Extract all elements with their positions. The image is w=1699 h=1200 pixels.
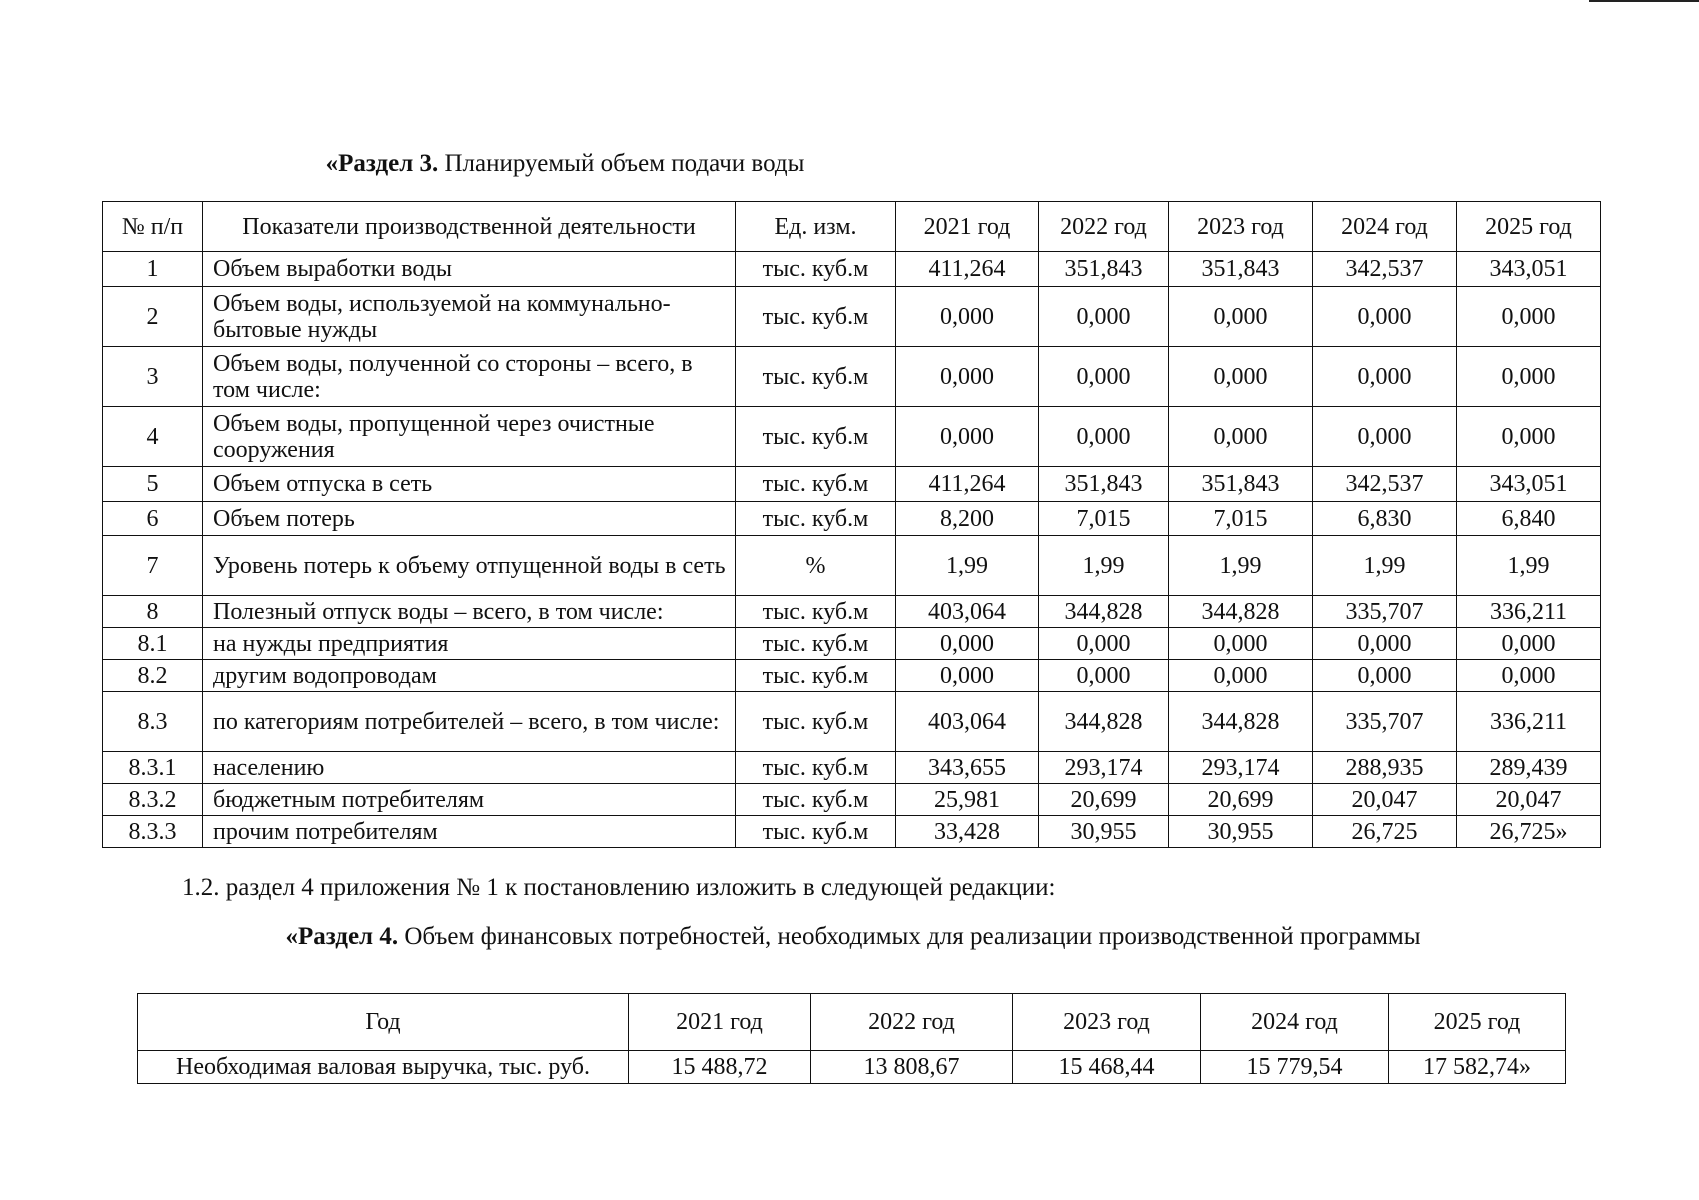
row-number: 8.3.3 <box>103 816 203 848</box>
unit-cell: тыс. куб.м <box>736 252 896 287</box>
row-number: 4 <box>103 407 203 467</box>
section4-title-rest: Объем финансовых потребностей, необходимых для реализации производственной программы <box>398 923 1421 950</box>
value-cell: 0,000 <box>896 407 1039 467</box>
unit-cell: тыс. куб.м <box>736 816 896 848</box>
row-number: 8.3 <box>103 692 203 752</box>
header-cell: 2021 год <box>629 994 811 1051</box>
value-cell: 20,047 <box>1457 784 1601 816</box>
table-row <box>103 784 1601 816</box>
value-cell: 0,000 <box>1313 660 1457 692</box>
header-cell: Год <box>138 994 629 1051</box>
section3-table <box>102 201 1601 848</box>
table-row <box>103 347 1601 407</box>
indicator-name: населению <box>203 752 736 784</box>
table-row <box>103 816 1601 848</box>
header-cell: 2023 год <box>1169 202 1313 252</box>
value-cell: 0,000 <box>1169 407 1313 467</box>
value-cell: 0,000 <box>1457 407 1601 467</box>
unit-cell: тыс. куб.м <box>736 660 896 692</box>
value-cell: 336,211 <box>1457 692 1601 752</box>
header-cell: Показатели производственной деятельности <box>203 202 736 252</box>
table-row <box>103 628 1601 660</box>
section4-table <box>137 993 1566 1084</box>
value-cell: 1,99 <box>896 536 1039 596</box>
row-label: Необходимая валовая выручка, тыс. руб. <box>138 1051 629 1084</box>
header-cell: 2021 год <box>896 202 1039 252</box>
table-row <box>103 752 1601 784</box>
indicator-name: прочим потребителям <box>203 816 736 848</box>
value-cell: 1,99 <box>1457 536 1601 596</box>
value-cell: 0,000 <box>1039 660 1169 692</box>
unit-cell: тыс. куб.м <box>736 502 896 536</box>
value-cell: 0,000 <box>1313 628 1457 660</box>
value-cell: 1,99 <box>1313 536 1457 596</box>
amendment-paragraph: 1.2. раздел 4 приложения № 1 к постановлению изложить в следующей редакции: <box>182 874 1056 901</box>
indicator-name: бюджетным потребителям <box>203 784 736 816</box>
value-cell: 1,99 <box>1169 536 1313 596</box>
row-number: 8.3.2 <box>103 784 203 816</box>
indicator-name: Объем воды, пропущенной через очистные сооружения <box>203 407 736 467</box>
indicator-name: Полезный отпуск воды – всего, в том числе: <box>203 596 736 628</box>
row-number: 2 <box>103 287 203 347</box>
value-cell: 0,000 <box>1039 287 1169 347</box>
unit-cell: тыс. куб.м <box>736 407 896 467</box>
section3-title <box>0 149 1130 179</box>
row-number: 8.3.1 <box>103 752 203 784</box>
value-cell: 13 808,67 <box>811 1051 1013 1084</box>
value-cell: 20,047 <box>1313 784 1457 816</box>
value-cell: 351,843 <box>1169 467 1313 502</box>
header-cell: Ед. изм. <box>736 202 896 252</box>
table-row <box>103 407 1601 467</box>
value-cell: 0,000 <box>1039 628 1169 660</box>
value-cell: 0,000 <box>896 287 1039 347</box>
table-row <box>103 536 1601 596</box>
value-cell: 0,000 <box>1457 660 1601 692</box>
row-number: 3 <box>103 347 203 407</box>
header-cell: 2025 год <box>1457 202 1601 252</box>
header-cell: 2022 год <box>811 994 1013 1051</box>
header-cell: 2025 год <box>1389 994 1566 1051</box>
value-cell: 0,000 <box>896 347 1039 407</box>
section4-title-bold: «Раздел 4. <box>285 923 399 950</box>
indicator-name: по категориям потребителей – всего, в том числе: <box>203 692 736 752</box>
value-cell: 8,200 <box>896 502 1039 536</box>
value-cell: 7,015 <box>1039 502 1169 536</box>
section4-header-row <box>138 994 1566 1051</box>
value-cell: 15 779,54 <box>1201 1051 1389 1084</box>
value-cell: 288,935 <box>1313 752 1457 784</box>
value-cell: 293,174 <box>1039 752 1169 784</box>
value-cell: 0,000 <box>1457 347 1601 407</box>
value-cell: 6,840 <box>1457 502 1601 536</box>
value-cell: 342,537 <box>1313 252 1457 287</box>
header-cell: 2024 год <box>1201 994 1389 1051</box>
value-cell: 7,015 <box>1169 502 1313 536</box>
value-cell: 30,955 <box>1169 816 1313 848</box>
value-cell: 20,699 <box>1039 784 1169 816</box>
section3-title-bold: «Раздел 3. <box>325 150 439 177</box>
row-number: 5 <box>103 467 203 502</box>
row-number: 1 <box>103 252 203 287</box>
header-cell: 2022 год <box>1039 202 1169 252</box>
header-cell: 2023 год <box>1013 994 1201 1051</box>
indicator-name: Объем потерь <box>203 502 736 536</box>
value-cell: 403,064 <box>896 596 1039 628</box>
value-cell: 15 468,44 <box>1013 1051 1201 1084</box>
unit-cell: тыс. куб.м <box>736 784 896 816</box>
value-cell: 0,000 <box>1313 347 1457 407</box>
row-number: 6 <box>103 502 203 536</box>
section4-title <box>198 922 1508 952</box>
table-row <box>103 596 1601 628</box>
indicator-name: на нужды предприятия <box>203 628 736 660</box>
value-cell: 26,725» <box>1457 816 1601 848</box>
header-cell: 2024 год <box>1313 202 1457 252</box>
value-cell: 343,051 <box>1457 467 1601 502</box>
row-number: 7 <box>103 536 203 596</box>
value-cell: 411,264 <box>896 467 1039 502</box>
unit-cell: тыс. куб.м <box>736 347 896 407</box>
table-row <box>103 660 1601 692</box>
indicator-name: Объем воды, используемой на коммунально-бытовые нужды <box>203 287 736 347</box>
table-row <box>103 467 1601 502</box>
indicator-name: Объем выработки воды <box>203 252 736 287</box>
indicator-name: Уровень потерь к объему отпущенной воды в сеть <box>203 536 736 596</box>
value-cell: 344,828 <box>1039 692 1169 752</box>
value-cell: 351,843 <box>1039 467 1169 502</box>
value-cell: 0,000 <box>1169 347 1313 407</box>
value-cell: 0,000 <box>1039 347 1169 407</box>
value-cell: 343,655 <box>896 752 1039 784</box>
row-number: 8.2 <box>103 660 203 692</box>
value-cell: 33,428 <box>896 816 1039 848</box>
table-row <box>103 252 1601 287</box>
section3-header-row <box>103 202 1601 252</box>
value-cell: 342,537 <box>1313 467 1457 502</box>
indicator-name: Объем отпуска в сеть <box>203 467 736 502</box>
unit-cell: тыс. куб.м <box>736 752 896 784</box>
value-cell: 17 582,74» <box>1389 1051 1566 1084</box>
value-cell: 30,955 <box>1039 816 1169 848</box>
indicator-name: другим водопроводам <box>203 660 736 692</box>
value-cell: 0,000 <box>896 660 1039 692</box>
value-cell: 344,828 <box>1039 596 1169 628</box>
value-cell: 344,828 <box>1169 692 1313 752</box>
value-cell: 0,000 <box>896 628 1039 660</box>
value-cell: 293,174 <box>1169 752 1313 784</box>
value-cell: 6,830 <box>1313 502 1457 536</box>
value-cell: 15 488,72 <box>629 1051 811 1084</box>
scan-edge-mark <box>1589 0 1699 2</box>
value-cell: 20,699 <box>1169 784 1313 816</box>
unit-cell: тыс. куб.м <box>736 287 896 347</box>
value-cell: 0,000 <box>1457 628 1601 660</box>
value-cell: 0,000 <box>1457 287 1601 347</box>
indicator-name: Объем воды, полученной со стороны – всего, в том числе: <box>203 347 736 407</box>
value-cell: 0,000 <box>1169 660 1313 692</box>
table-row <box>138 1051 1566 1084</box>
value-cell: 0,000 <box>1039 407 1169 467</box>
value-cell: 25,981 <box>896 784 1039 816</box>
value-cell: 0,000 <box>1313 287 1457 347</box>
value-cell: 411,264 <box>896 252 1039 287</box>
value-cell: 336,211 <box>1457 596 1601 628</box>
value-cell: 351,843 <box>1169 252 1313 287</box>
value-cell: 1,99 <box>1039 536 1169 596</box>
unit-cell: % <box>736 536 896 596</box>
table-row <box>103 502 1601 536</box>
value-cell: 403,064 <box>896 692 1039 752</box>
header-cell: № п/п <box>103 202 203 252</box>
value-cell: 26,725 <box>1313 816 1457 848</box>
row-number: 8 <box>103 596 203 628</box>
value-cell: 335,707 <box>1313 692 1457 752</box>
table-row <box>103 287 1601 347</box>
unit-cell: тыс. куб.м <box>736 692 896 752</box>
value-cell: 0,000 <box>1169 628 1313 660</box>
value-cell: 344,828 <box>1169 596 1313 628</box>
unit-cell: тыс. куб.м <box>736 467 896 502</box>
table-row <box>103 692 1601 752</box>
value-cell: 289,439 <box>1457 752 1601 784</box>
value-cell: 343,051 <box>1457 252 1601 287</box>
value-cell: 335,707 <box>1313 596 1457 628</box>
value-cell: 0,000 <box>1169 287 1313 347</box>
unit-cell: тыс. куб.м <box>736 628 896 660</box>
value-cell: 0,000 <box>1313 407 1457 467</box>
value-cell: 351,843 <box>1039 252 1169 287</box>
row-number: 8.1 <box>103 628 203 660</box>
section3-title-rest: Планируемый объем подачи воды <box>438 150 805 177</box>
unit-cell: тыс. куб.м <box>736 596 896 628</box>
